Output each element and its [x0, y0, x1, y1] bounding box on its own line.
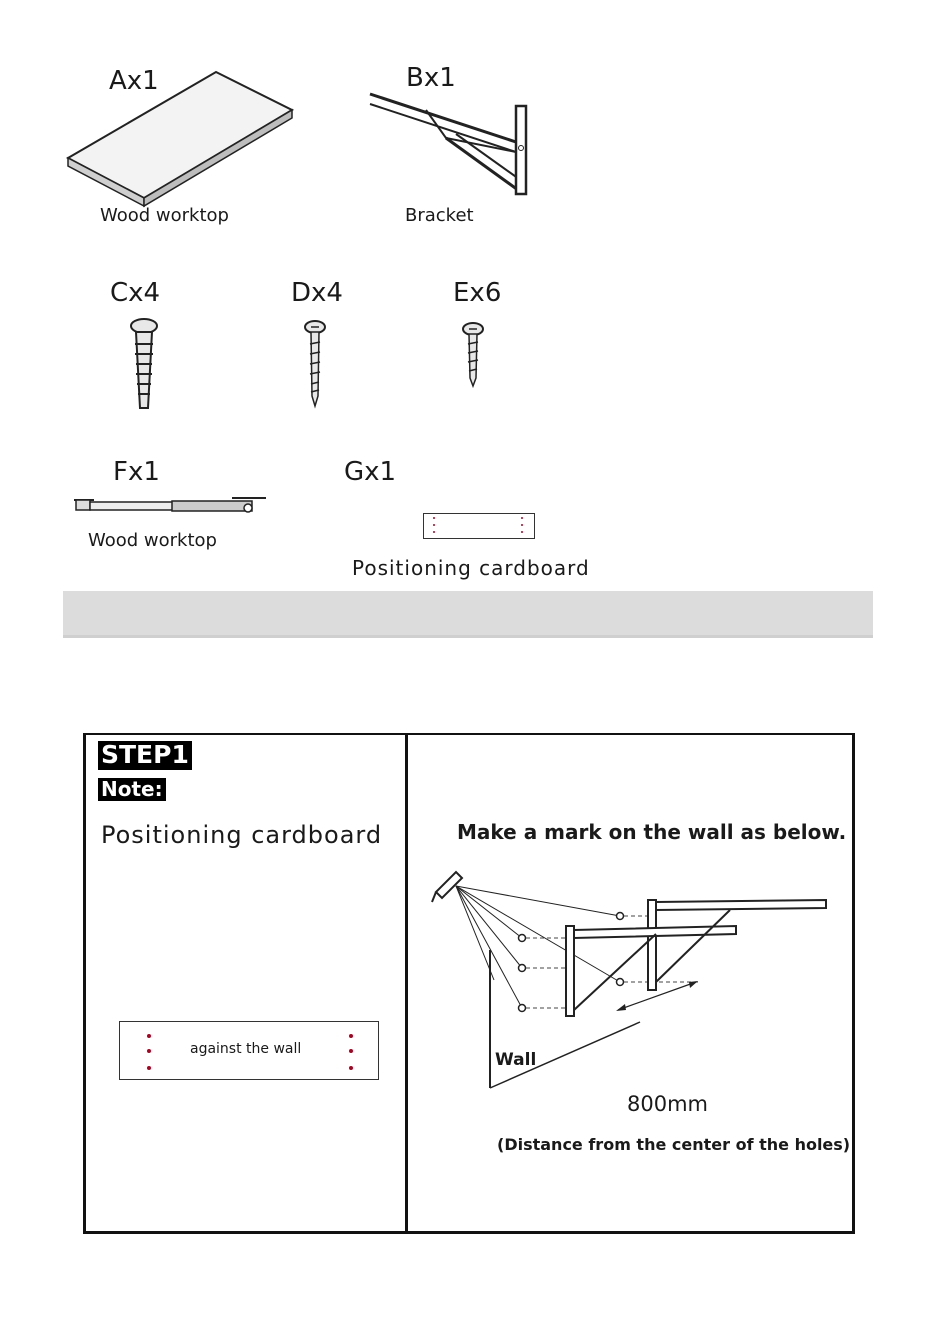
note-label: Note: [98, 778, 166, 801]
step-title: STEP1 [98, 741, 192, 770]
cardboard-text: against the wall [190, 1041, 302, 1057]
wood-worktop-icon [66, 70, 296, 210]
part-f-caption: Wood worktop [88, 530, 217, 551]
wall-anchor-icon [126, 318, 166, 414]
right-heading: Make a mark on the wall as below. [457, 820, 847, 844]
step-divider [405, 733, 408, 1232]
part-g-caption: Positioning cardboard [352, 556, 590, 580]
support-rod-icon [72, 494, 268, 518]
part-a-caption: Wood worktop [100, 205, 229, 226]
part-a-label: Ax1 [109, 66, 159, 96]
long-screw-icon [303, 320, 327, 408]
part-b-caption: Bracket [405, 205, 474, 226]
left-heading: Positioning cardboard [101, 821, 383, 849]
cardboard-diagram [119, 1021, 379, 1080]
part-d-label: Dx4 [291, 278, 343, 308]
distance-value: 800mm [627, 1092, 708, 1116]
distance-note: (Distance from the center of the holes) [497, 1135, 851, 1154]
part-b-label: Bx1 [406, 63, 456, 93]
bracket-icon [366, 90, 546, 200]
wall-label: Wall [495, 1050, 537, 1070]
part-c-label: Cx4 [110, 278, 161, 308]
short-screw-icon [461, 322, 485, 388]
positioning-cardboard-icon [423, 513, 535, 539]
part-g-label: Gx1 [344, 457, 397, 487]
wall-marking-diagram [430, 870, 840, 1095]
part-f-label: Fx1 [113, 457, 160, 487]
section-header-band [63, 591, 873, 638]
part-e-label: Ex6 [453, 278, 502, 308]
